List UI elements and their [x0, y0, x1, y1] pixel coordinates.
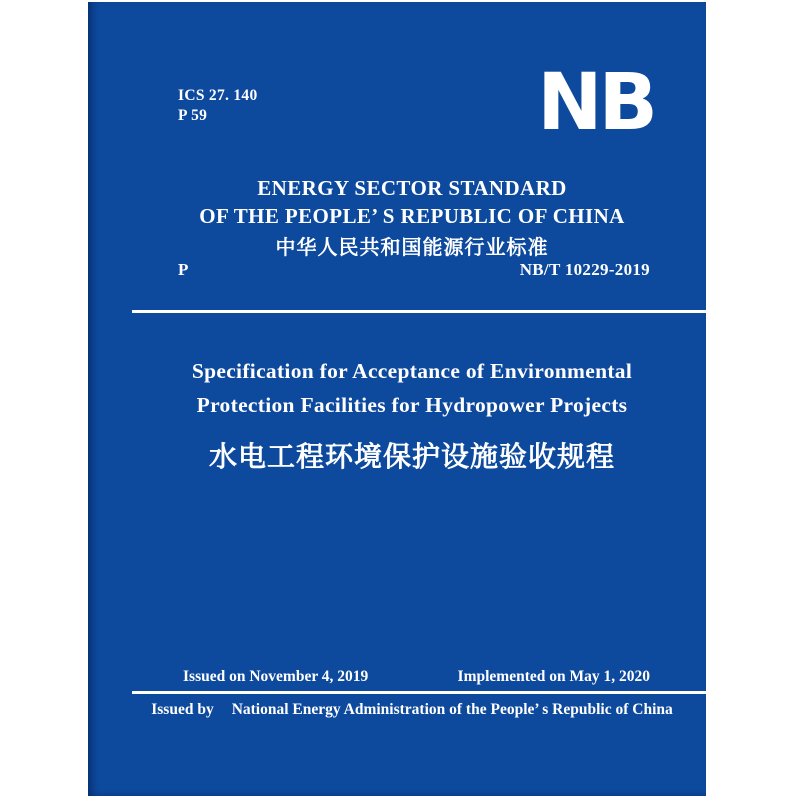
org-header-zh: 中华人民共和国能源行业标准	[275, 237, 549, 259]
org-header-en-line2: OF THE PEOPLE’ S REPUBLIC OF CHINA	[199, 204, 625, 228]
left-class-letter: P	[178, 260, 189, 279]
dates-row	[88, 667, 706, 687]
doc-class-code: P 59	[178, 107, 208, 124]
org-header	[118, 174, 706, 263]
ics-code: ICS 27. 140	[178, 87, 258, 104]
issuer-name: National Energy Administration of the People’ s Republic of China	[231, 701, 673, 718]
code-row	[88, 260, 706, 282]
nb-logo: NB	[537, 58, 654, 148]
title-en-line1: Specification for Acceptance of Environmental	[191, 359, 633, 383]
title-zh: 水电工程环境保护设施验收规程	[208, 442, 615, 473]
top-rule-line	[132, 310, 706, 313]
classification-codes	[178, 86, 258, 126]
org-header-en-line1: ENERGY SECTOR STANDARD	[257, 176, 567, 200]
standard-cover	[88, 2, 706, 796]
title-en-line2: Protection Facilities for Hydropower Projects	[196, 393, 628, 417]
title-block	[118, 354, 706, 475]
implemented-date: Implemented on May 1, 2020	[457, 668, 650, 685]
issuer-row	[118, 700, 706, 720]
standard-number: NB/T 10229-2019	[519, 260, 650, 279]
issued-by-label: Issued by	[151, 701, 214, 718]
issued-date: Issued on November 4, 2019	[183, 668, 369, 685]
bottom-rule-line	[132, 691, 706, 694]
